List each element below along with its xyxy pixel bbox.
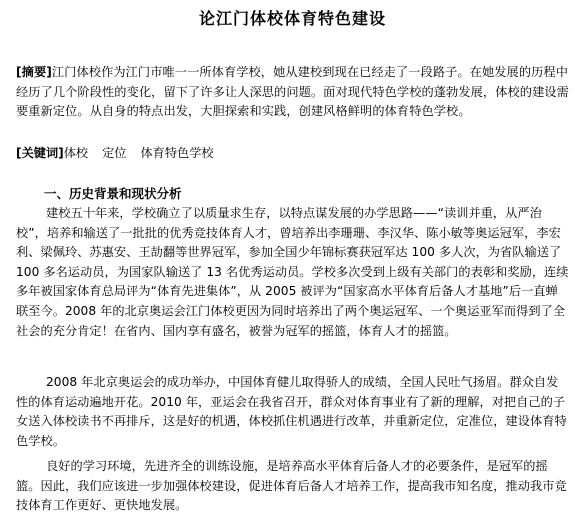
paragraph-text: 建校五十年来，学校确立了以质量求生存，以特点谋发展的办学思路——“读训并重，从严治校”，培养和输送了一批批的优秀竞技体育人才，曾培养出李珊珊、李汉华、陈小敏等奥运冠军，李宏利、梁佩玲、苏惠安、王劼翻等世界冠军，参加全国少年锦标赛获冠军达 100 多人次，为省队输送了 100 多名运动员，为国家队输送了 13 名优秀运动员。学校多次受到上级有关部门的表彰和奖励，连续多年被国家体育总局评为“体育先进集体”，从 2005 被评为“国家高水平体育后备人才基地”后一直蝉联至今。2008 年的北京奥运会江门体校更因为同时培养出了两个奥运冠军、一个奥运亚军而得到了全社会的充分肯定！在省内、国内享有盛名，被誉为冠军的摇篮，体育人才的摇篮。	[16, 206, 569, 338]
paragraph	[16, 457, 569, 516]
abstract	[16, 63, 569, 122]
keywords-label: [关键词]	[16, 146, 64, 160]
keywords	[16, 144, 569, 164]
page-title: 论江门体校体育特色建设	[198, 9, 386, 28]
keyword-item: 体育特色学校	[140, 146, 214, 160]
keyword-item: 定位	[102, 146, 127, 160]
paragraph	[16, 204, 569, 341]
paragraph-text: 2008 年北京奥运会的成功举办，中国体育健儿取得骄人的成绩，全国人民吐气扬眉。群众自发性的体育运动遍地开花。2010 年，亚运会在我省召开，群众对体育事业有了新的理解，对把自己的子女送入体校读书不再排斥，这是好的机遇，体校抓住机遇进行改革，并重新定位，定准位，建设体育特色学校。	[16, 375, 567, 448]
section-heading: 一、历史背景和现状分析	[44, 186, 182, 201]
abstract-label: [摘要]	[16, 65, 52, 79]
paragraph	[16, 373, 569, 451]
abstract-text: 江门体校作为江门市唯一一所体育学校，她从建校到现在已经走了一段路子。在她发展的历程中经历了几个阶段性的变化，留下了许多让人深思的问题。面对现代特色学校的蓬勃发展，体校的建设需要重新定位。从自身的特点出发，大胆探索和实践，创建风格鲜明的体育特色学校。	[16, 65, 569, 118]
keyword-item: 体校	[63, 146, 89, 160]
paragraph-text: 良好的学习环境，先进齐全的训练设施，是培养高水平体育后备人才的必要条件，是冠军的摇篮。因此，我们应该进一步加强体校建设，促进体育后备人才培养工作，提高我市知名度，推动我市竞技体育工作更好、更快地发展。	[16, 459, 567, 513]
